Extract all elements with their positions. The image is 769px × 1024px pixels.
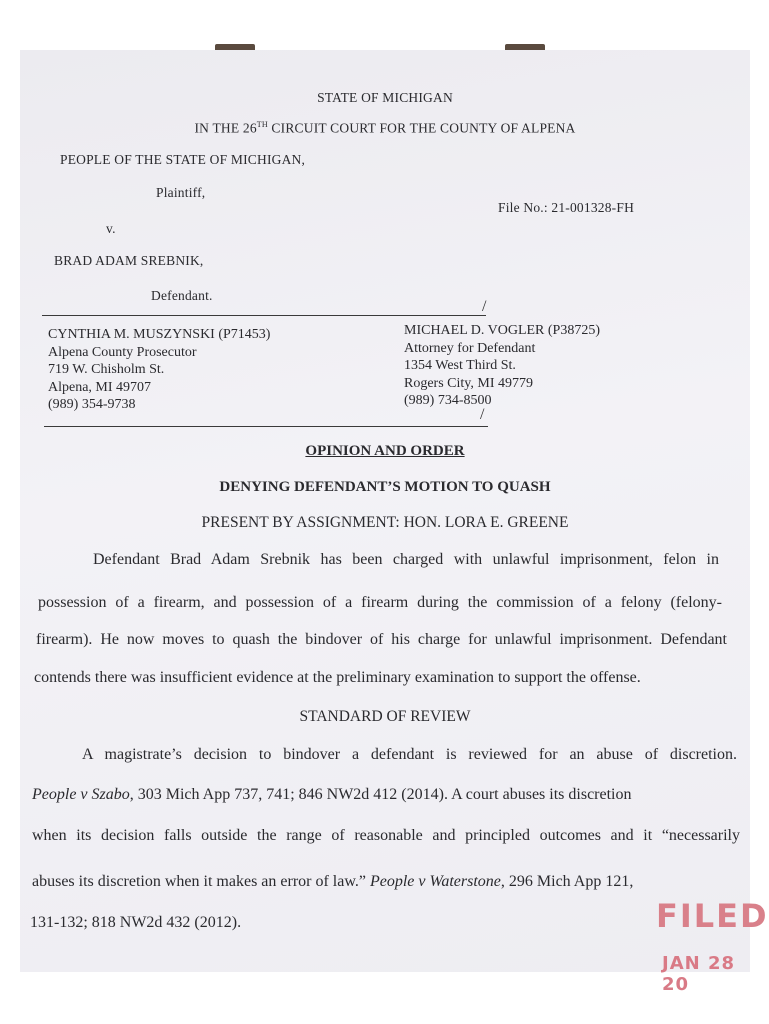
court-prefix: IN THE 26 bbox=[194, 120, 257, 136]
defendant-party: BRAD ADAM SREBNIK, bbox=[54, 253, 204, 268]
prosecutor-street: 719 W. Chisholm St. bbox=[48, 362, 165, 377]
paragraph-line: possession of a firearm, and possession of a firearm during the commission of a felony (felony- bbox=[38, 594, 722, 611]
paragraph-line: when its decision falls outside the range of reasonable and principled outcomes and it “necessarily bbox=[32, 827, 740, 844]
citation-text: , 296 Mich App 121, bbox=[500, 873, 634, 890]
defense-attorney-title: Attorney for Defendant bbox=[404, 340, 536, 356]
paragraph-line: Defendant Brad Adam Srebnik has been charged with unlawful imprisonment, felon in bbox=[93, 551, 719, 568]
caption-rule-bottom-slash: / bbox=[480, 406, 485, 423]
document-title: OPINION AND ORDER bbox=[305, 443, 465, 459]
citation-text: , 303 Mich App 737, 741; 846 NW2d 412 (2014). A court abuses its discretion bbox=[129, 786, 632, 803]
defense-attorney-block bbox=[404, 322, 600, 410]
versus: v. bbox=[106, 221, 116, 236]
paragraph-line: 131-132; 818 NW2d 432 (2012). bbox=[30, 914, 242, 931]
prosecutor-title: Alpena County Prosecutor bbox=[48, 344, 197, 360]
defense-attorney-phone: (989) 734-8500 bbox=[404, 393, 492, 408]
plaintiff-role: Plaintiff, bbox=[156, 185, 206, 200]
quote-text: abuses its discretion when it makes an error of law.” bbox=[32, 873, 370, 890]
case-citation: People v Szabo bbox=[32, 786, 130, 803]
prosecutor-city: Alpena, MI 49707 bbox=[48, 379, 152, 395]
document-page bbox=[20, 50, 769, 972]
case-citation: People v Waterstone bbox=[369, 873, 501, 890]
court-heading bbox=[20, 120, 750, 137]
defense-attorney-city: Rogers City, MI 49779 bbox=[404, 375, 533, 391]
defense-attorney-street: 1354 West Third St. bbox=[404, 358, 516, 373]
court-suffix: CIRCUIT COURT FOR THE COUNTY OF ALPENA bbox=[267, 120, 576, 136]
plaintiff-party: PEOPLE OF THE STATE OF MICHIGAN, bbox=[60, 152, 306, 167]
prosecutor-name: CYNTHIA M. MUSZYNSKI (P71453) bbox=[48, 327, 271, 342]
defendant-role: Defendant. bbox=[151, 288, 213, 303]
caption-rule-top bbox=[42, 315, 486, 316]
prosecutor-phone: (989) 354-9738 bbox=[48, 397, 136, 412]
defense-attorney-name: MICHAEL D. VOGLER (P38725) bbox=[404, 323, 600, 338]
section-heading: STANDARD OF REVIEW bbox=[299, 708, 471, 725]
file-number: File No.: 21-001328-FH bbox=[498, 200, 635, 215]
filed-stamp-date: JAN 28 20 bbox=[662, 953, 736, 995]
court-ordinal-suffix: TH bbox=[256, 120, 268, 129]
caption-rule-top-slash: / bbox=[482, 298, 487, 315]
paragraph-line: firearm). He now moves to quash the bindover of his charge for unlawful imprisonment. Defendant bbox=[36, 631, 727, 648]
filed-stamp: FILED bbox=[656, 897, 769, 935]
prosecutor-block bbox=[48, 326, 270, 414]
assignment-line: PRESENT BY ASSIGNMENT: HON. LORA E. GREENE bbox=[201, 514, 569, 531]
paragraph-line: A magistrate’s decision to bindover a defendant is reviewed for an abuse of discretion. bbox=[82, 746, 737, 763]
document-subtitle: DENYING DEFENDANT’S MOTION TO QUASH bbox=[219, 479, 551, 495]
paragraph-line bbox=[32, 873, 736, 891]
paragraph-line bbox=[32, 786, 736, 804]
state-heading: STATE OF MICHIGAN bbox=[317, 90, 453, 105]
paragraph-line: contends there was insufficient evidence at the preliminary examination to support the offense. bbox=[34, 669, 641, 686]
caption-rule-bottom bbox=[44, 426, 488, 427]
